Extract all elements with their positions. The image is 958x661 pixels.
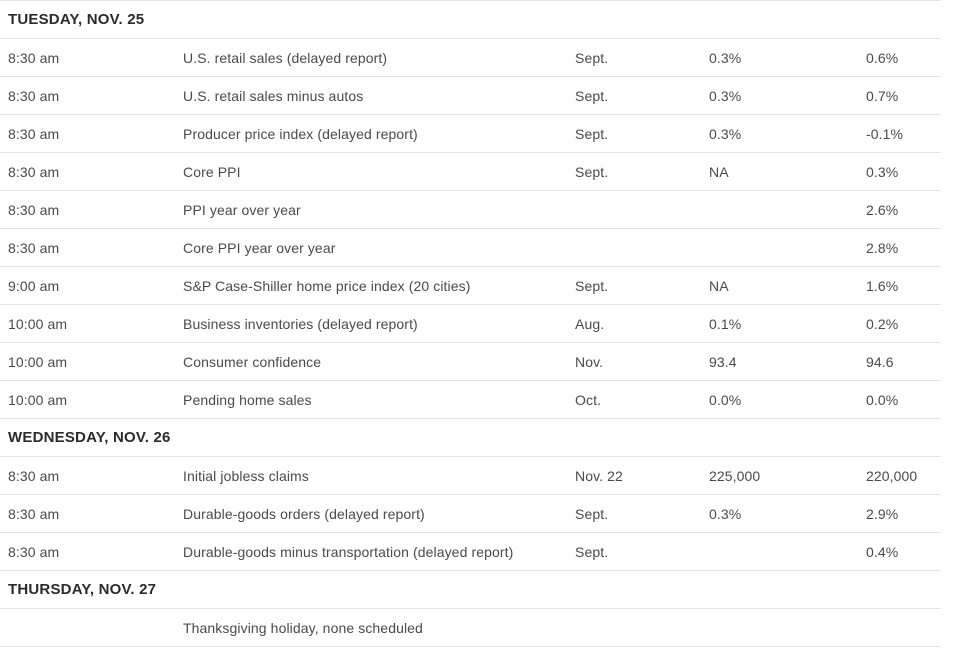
section-header-label: WEDNESDAY, NOV. 26 [0,419,941,457]
time-cell: 10:00 am [0,305,175,343]
period-cell: Sept. [567,115,701,153]
report-cell: PPI year over year [175,191,567,229]
calendar-row [0,267,941,305]
time-cell: 10:00 am [0,343,175,381]
report-cell: Business inventories (delayed report) [175,305,567,343]
calendar-row [0,495,941,533]
previous-cell: 0.0% [858,381,941,419]
period-cell [567,229,701,267]
time-cell: 8:30 am [0,457,175,495]
report-cell: Producer price index (delayed report) [175,115,567,153]
report-cell: Initial jobless claims [175,457,567,495]
report-cell: Durable-goods minus transportation (delayed report) [175,533,567,571]
median-forecast-cell [701,609,858,647]
calendar-row [0,305,941,343]
period-cell: Nov. 22 [567,457,701,495]
section-header-row [0,571,941,609]
median-forecast-cell: 93.4 [701,343,858,381]
previous-cell: -0.1% [858,115,941,153]
median-forecast-cell [701,191,858,229]
calendar-row [0,191,941,229]
report-cell: Pending home sales [175,381,567,419]
period-cell: Sept. [567,39,701,77]
previous-cell: 1.6% [858,267,941,305]
time-cell: 8:30 am [0,39,175,77]
median-forecast-cell: 0.0% [701,381,858,419]
median-forecast-cell: 0.3% [701,77,858,115]
section-header-label: TUESDAY, NOV. 25 [0,1,941,39]
section-header-row [0,1,941,39]
time-cell: 8:30 am [0,77,175,115]
previous-cell: 2.9% [858,495,941,533]
previous-cell: 220,000 [858,457,941,495]
period-cell: Nov. [567,343,701,381]
previous-cell: 0.7% [858,77,941,115]
time-cell: 8:30 am [0,115,175,153]
time-cell [0,609,175,647]
previous-cell: 0.2% [858,305,941,343]
report-cell: Core PPI [175,153,567,191]
calendar-row [0,229,941,267]
time-cell: 8:30 am [0,191,175,229]
section-header-label: THURSDAY, NOV. 27 [0,571,941,609]
time-cell: 9:00 am [0,267,175,305]
period-cell: Oct. [567,381,701,419]
previous-cell: 0.6% [858,39,941,77]
calendar-row [0,381,941,419]
period-cell [567,609,701,647]
previous-cell [858,609,941,647]
period-cell: Sept. [567,77,701,115]
time-cell: 8:30 am [0,229,175,267]
time-cell: 8:30 am [0,533,175,571]
report-cell: Core PPI year over year [175,229,567,267]
report-cell: U.S. retail sales minus autos [175,77,567,115]
report-cell: Thanksgiving holiday, none scheduled [175,609,567,647]
report-cell: U.S. retail sales (delayed report) [175,39,567,77]
report-cell: Consumer confidence [175,343,567,381]
previous-cell: 2.6% [858,191,941,229]
median-forecast-cell [701,229,858,267]
calendar-row [0,39,941,77]
period-cell [567,191,701,229]
median-forecast-cell [701,533,858,571]
previous-cell: 0.4% [858,533,941,571]
period-cell: Sept. [567,153,701,191]
median-forecast-cell: 0.3% [701,495,858,533]
median-forecast-cell: NA [701,153,858,191]
previous-cell: 0.3% [858,153,941,191]
previous-cell: 94.6 [858,343,941,381]
calendar-row [0,77,941,115]
calendar-row [0,153,941,191]
calendar-row [0,343,941,381]
calendar-row [0,533,941,571]
time-cell: 8:30 am [0,495,175,533]
period-cell: Sept. [567,533,701,571]
calendar-row [0,609,941,647]
period-cell: Sept. [567,267,701,305]
median-forecast-cell: 0.1% [701,305,858,343]
report-cell: S&P Case-Shiller home price index (20 cities) [175,267,567,305]
median-forecast-cell: 0.3% [701,39,858,77]
calendar-body [0,1,941,647]
median-forecast-cell: 0.3% [701,115,858,153]
previous-cell: 2.8% [858,229,941,267]
time-cell: 10:00 am [0,381,175,419]
report-cell: Durable-goods orders (delayed report) [175,495,567,533]
median-forecast-cell: 225,000 [701,457,858,495]
period-cell: Sept. [567,495,701,533]
calendar-row [0,115,941,153]
calendar-row [0,457,941,495]
period-cell: Aug. [567,305,701,343]
median-forecast-cell: NA [701,267,858,305]
time-cell: 8:30 am [0,153,175,191]
section-header-row [0,419,941,457]
